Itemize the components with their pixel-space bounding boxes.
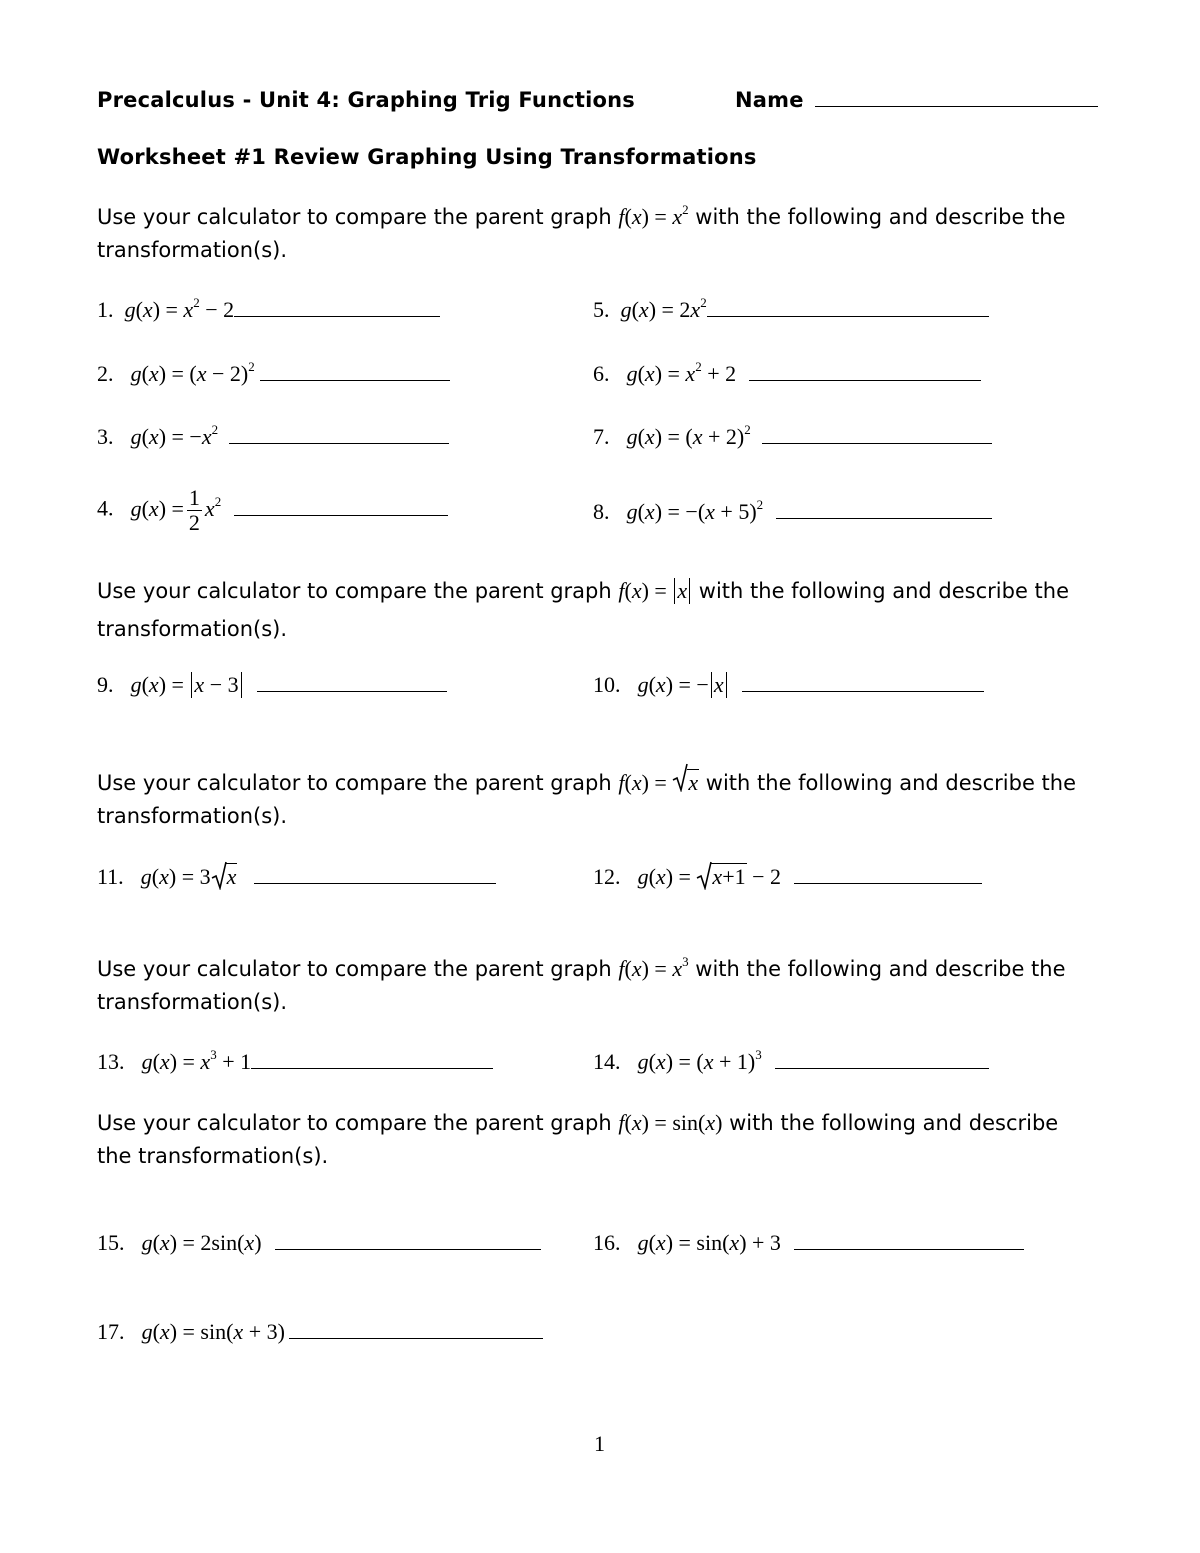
intro-text: Use your calculator to compare the parent graph <box>97 771 612 795</box>
problem-11: 11. g(x) = 3 x <box>97 864 496 890</box>
answer-blank[interactable] <box>254 865 496 884</box>
problem-16: 16. g(x) = sin(x) + 3 <box>593 1230 1024 1256</box>
answer-blank[interactable] <box>707 298 989 317</box>
answer-blank[interactable] <box>762 425 992 444</box>
problem-17: 17. g(x) = sin(x + 3) <box>97 1319 543 1345</box>
answer-blank[interactable] <box>289 1320 543 1339</box>
section-intro-5 <box>97 1106 1097 1173</box>
name-label: Name <box>735 88 804 112</box>
problem-5: 5. $g(x) = 2x^2$ <box>593 297 989 323</box>
course-title: Precalculus - Unit 4: Graphing Trig Functions <box>97 88 635 112</box>
problem-7: 7. $g(x) = (x + 2)^2$ <box>593 424 992 450</box>
section-intro-1 <box>97 200 1097 267</box>
parent-function-1: $f(x) = x^2$ <box>618 202 689 229</box>
parent-function-4: $f(x) = x^3$ <box>618 954 689 981</box>
answer-blank[interactable] <box>794 865 982 884</box>
intro-text: with the following and describe the <box>698 579 1070 603</box>
section-intro-3 <box>97 766 1107 833</box>
section-intro-4 <box>97 952 1097 1019</box>
name-field[interactable] <box>735 88 1098 112</box>
answer-blank[interactable] <box>229 425 449 444</box>
section-intro-2 <box>97 572 1097 648</box>
intro-text: transformation(s). <box>97 990 288 1014</box>
intro-text: Use your calculator to compare the parent graph <box>97 205 612 229</box>
answer-blank[interactable] <box>251 1050 493 1069</box>
problem-12: 12. g(x) = x+1 − 2 <box>593 864 982 890</box>
answer-blank[interactable] <box>234 298 440 317</box>
intro-text: transformation(s). <box>97 238 288 262</box>
intro-text: with the following and describe the <box>695 205 1066 229</box>
answer-blank[interactable] <box>775 1050 989 1069</box>
answer-blank[interactable] <box>776 500 992 519</box>
parent-function-3: f(x) = x <box>618 770 699 795</box>
answer-blank[interactable] <box>749 362 981 381</box>
intro-text: Use your calculator to compare the parent graph <box>97 579 612 603</box>
problem-9: 9. g(x) = x − 3 <box>97 672 447 698</box>
worksheet-title: Worksheet #1 Review Graphing Using Transformations <box>97 145 757 169</box>
problem-1: 1. $g(x) = x^2 - 2$ <box>97 297 440 323</box>
intro-text: the transformation(s). <box>97 1144 329 1168</box>
problem-13: 13. $g(x) = x^3 + 1$ <box>97 1049 493 1075</box>
problem-2: 2. $g(x) = (x - 2)^2$ <box>97 361 450 387</box>
parent-function-2: f(x) = x <box>618 578 692 603</box>
name-blank[interactable] <box>815 88 1098 107</box>
answer-blank[interactable] <box>257 673 447 692</box>
answer-blank[interactable] <box>794 1231 1024 1250</box>
answer-blank[interactable] <box>742 673 984 692</box>
parent-function-5: f(x) = sin(x) <box>618 1110 723 1135</box>
answer-blank[interactable] <box>234 497 448 516</box>
intro-text: with the following and describe <box>729 1111 1059 1135</box>
problem-14: 14. $g(x) = (x + 1)^3$ <box>593 1049 989 1075</box>
problem-6: 6. $g(x) = x^2 + 2$ <box>593 361 981 387</box>
problem-8: 8. $g(x) = -(x + 5)^2$ <box>593 499 992 525</box>
intro-text: Use your calculator to compare the parent graph <box>97 1111 612 1135</box>
problem-10: 10. g(x) = − x <box>593 672 984 698</box>
intro-text: Use your calculator to compare the parent graph <box>97 957 612 981</box>
intro-text: with the following and describe the <box>695 957 1066 981</box>
problem-3: 3. $g(x) = -x^2$ <box>97 424 449 450</box>
answer-blank[interactable] <box>275 1231 541 1250</box>
intro-text: with the following and describe the <box>705 771 1077 795</box>
intro-text: transformation(s). <box>97 804 288 828</box>
answer-blank[interactable] <box>260 362 450 381</box>
problem-4: 4. g(x) = $\frac{1}{2}$ $x^2$ <box>97 486 448 535</box>
intro-text: transformation(s). <box>97 617 288 641</box>
page-number: 1 <box>594 1431 605 1456</box>
problem-15: 15. g(x) = 2sin(x) <box>97 1230 541 1256</box>
